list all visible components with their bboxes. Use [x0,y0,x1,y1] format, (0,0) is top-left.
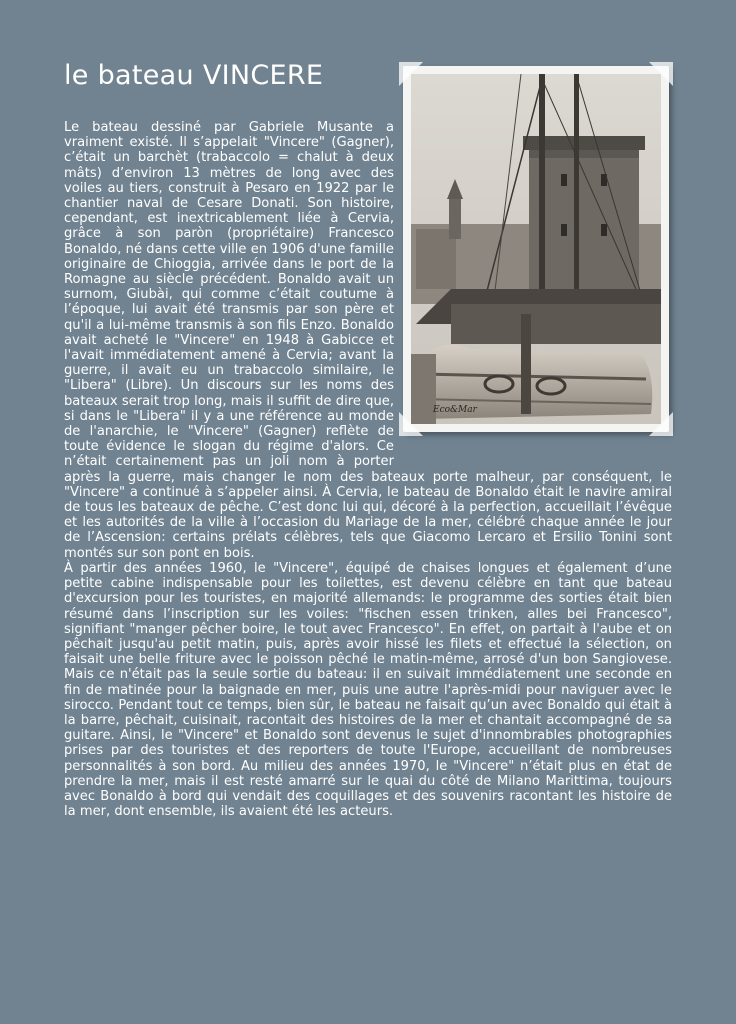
paragraph: Le bateau dessiné par Gabriele Musante a vraiment existé. Il s’appelait "Vincere" (Gagner), c’était un barchèt (trabaccolo = chalut à deux mâts) d’environ 13 mètres de long avec des voiles au tiers, construit à Pesaro en 1922 par le chantier naval de Cesare Donati. Son histoire, cependant, est inextricablement liée à Cervia, grâce à son paròn (propriétaire) Francesco Bonaldo, né dans cette ville en 1906 d'une famille originaire de Chioggia, arrivée dans le port de la Romagne au siècle précédent. Bonaldo avait un surnom, Giubài, qui comme c’était coutume à l’époque, lui avait été transmis par son père et qu'il a lui-même transmis à son fils Enzo. Bonaldo avait acheté le "Vincere" en 1948 à Gabicce et l'avait immédiatement amené à Cervia; avant la guerre, il avait eu un trabaccolo similaire, le "Libera" (Libre). Un discours sur les noms des bateaux serait trop long, mais il suffit de dire que, si dans le "Libera" il y a une référence au monde de l'anarchie, le "Vincere" (Gagner) reflète de toute évidence le slogan du régime d'alors. Ce n’était certainement pas un joli nom à porter après la guerre, mais changer le nom des bateaux porte malheur, par conséquent, le "Vincere" a continué à s’appeler ainsi. À Cervia, le bateau de Bonaldo était le navire amiral de tous les bateaux de pêche. C’est donc lui qui, décoré à la perfection, accueillait l’évêque et les autorités de la ville à l’occasion du Mariage de la mer, célébré chaque année le jour de l’Ascension: certains prélats célèbres, tels que Giacomo Lercaro et Ersilio Tonini sont montés sur son pont en bois. [64,120,672,561]
paragraph: À partir des années 1960, le "Vincere", équipé de chaises longues et également d’une petite cabine indispensable pour les toilettes, est devenu célèbre en tant que bateau d'excursion pour les touristes, en majorité allemands: le programme des sorties était bien résumé dans l’inscription sur les voiles: "fischen essen trinken, alles bei Francesco", signifiant "manger pêcher boire, le tout avec Francesco". En effet, on partait à l'aube et on pêchait jusqu'au petit matin, puis, après avoir hissé les filets et effectué la sélection, on faisait une belle friture avec le poisson pêché le matin-même, arrosé d'un bon Sangiovese. Mais ce n'était pas la seule sortie du bateau: il en suivait immédiatement une seconde en fin de matinée pour la baignade en mer, puis une autre l'après-midi pour naviguer avec le sirocco. Pendant tout ce temps, bien sûr, le bateau ne faisait qu’un avec Bonaldo qui était à la barre, pêchait, cuisinait, racontait des histoires de la mer et chantait accompagné de sa guitare. Ainsi, le "Vincere" et Bonaldo sont devenus le sujet d'innombrables photographies prises par des touristes et des reporters de toute l'Europe, accueillant de nombreuses personnalités à son bord. Au milieu des années 1970, le "Vincere" n’était plus en état de prendre la mer, mais il est resté amarré sur le quai du côté de Milano Marittima, toujours avec Bonaldo à bord qui vendait des coquillages et des souvenirs racontant les histoire de la mer, dont ensemble, ils avaient été les acteurs. [64,560,672,820]
article-body [64,120,672,819]
photo-signature: Eco&Mar [433,405,477,415]
photo-spacer [402,120,672,464]
page-title: le bateau VINCERE [64,60,324,91]
